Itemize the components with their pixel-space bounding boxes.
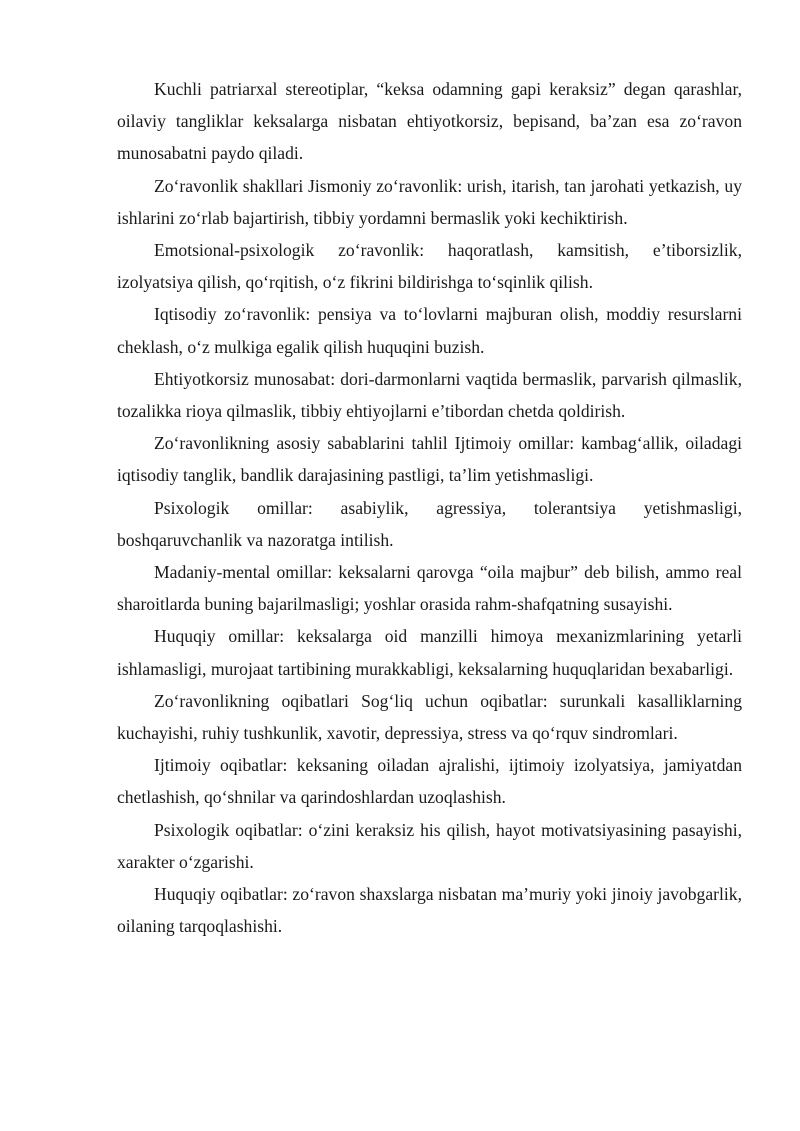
paragraph-health-consequences: Zo‘ravonlikning oqibatlari Sog‘liq uchun oqibatlar: surunkali kasalliklarning kuchayishi, ruhiy tushkunlik, xavotir, depressiya, stress va qo‘rquv sindromlari. (117, 690, 742, 744)
paragraph-legal-consequences: Huquqiy oqibatlar: zo‘ravon shaxslarga nisbatan ma’muriy yoki jinoiy javobgarlik, oilaning tarqoqlashishi. (117, 884, 742, 937)
paragraph-economic-violence: Iqtisodiy zo‘ravonlik: pensiya va to‘lovlarni majburan olish, moddiy resurslarni cheklash, o‘z mulkiga egalik qilish huquqini buzish. (117, 304, 742, 357)
paragraph-psychological-factors: Psixologik omillar: asabiylik, agressiya, tolerantsiya yetishmasligi, boshqaruvchanlik va nazoratga intilish. (117, 497, 742, 550)
document-body (117, 73, 742, 942)
paragraph-patriarchal-stereotypes: Kuchli patriarxal stereotiplar, “keksa odamning gapi keraksiz” degan qarashlar, oilaviy tangliklar keksalarga nisbatan ehtiyotkorsiz, bepisand, ba’zan esa zo‘ravon munosabatni paydo qiladi. (117, 79, 742, 164)
paragraph-social-factors: Zo‘ravonlikning asosiy sabablarini tahlil Ijtimoiy omillar: kambag‘allik, oiladagi iqtisodiy tanglik, bandlik darajasining pastligi, ta’lim yetishmasligi. (117, 433, 742, 486)
paragraph-physical-violence: Zo‘ravonlik shakllari Jismoniy zo‘ravonlik: urish, itarish, tan jarohati yetkazish, uy ishlarini zo‘rlab bajartirish, tibbiy yordamni bermaslik yoki kechiktirish. (117, 175, 742, 228)
paragraph-social-consequences: Ijtimoiy oqibatlar: keksaning oiladan ajralishi, ijtimoiy izolyatsiya, jamiyatdan chetlashish, qo‘shnilar va qarindoshlardan uzoqlashish. (117, 755, 742, 808)
paragraph-emotional-violence: Emotsional-psixologik zo‘ravonlik: haqoratlash, kamsitish, e’tiborsizlik, izolyatsiya qilish, qo‘rqitish, o‘z fikrini bildirishga to‘sqinlik qilish. (117, 240, 742, 293)
paragraph-cultural-factors: Madaniy-mental omillar: keksalarni qarovga “oila majbur” deb bilish, ammo real sharoitlarda buning bajarilmasligi; yoshlar orasida rahm-shafqatning susayishi. (117, 562, 742, 615)
paragraph-psychological-consequences: Psixologik oqibatlar: o‘zini keraksiz his qilish, hayot motivatsiyasining pasayishi, xarakter o‘zgarishi. (117, 819, 742, 872)
paragraph-legal-factors: Huquqiy omillar: keksalarga oid manzilli himoya mexanizmlarining yetarli ishlamasligi, murojaat tartibining murakkabligi, keksalarning huquqlaridan bexabarligi. (117, 626, 742, 679)
paragraph-neglect: Ehtiyotkorsiz munosabat: dori-darmonlarni vaqtida bermaslik, parvarish qilmaslik, tozalikka rioya qilmaslik, tibbiy ehtiyojlarni e’tibordan chetda qoldirish. (117, 368, 742, 422)
